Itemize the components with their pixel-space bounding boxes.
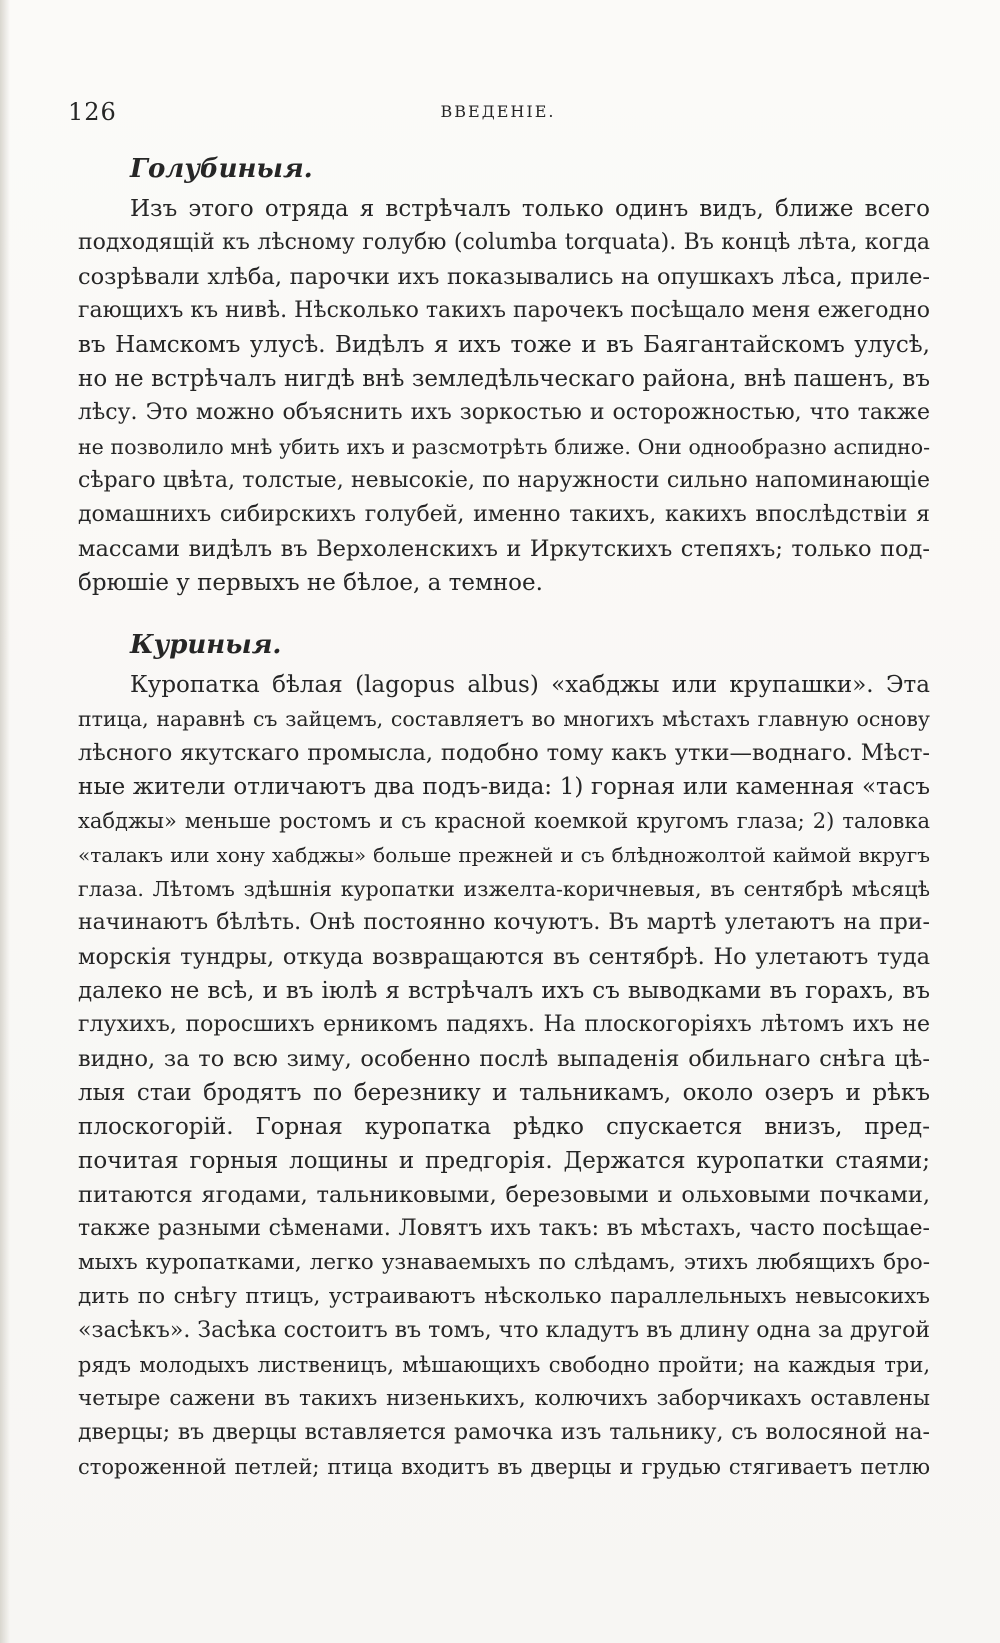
text-line: домашнихъ сибирскихъ голубей, именно такихъ, какихъ впослѣдствіи я bbox=[78, 502, 930, 527]
text-line: Куропатка бѣлая (lagopus albus) «хабджы или крупашки». Эта bbox=[130, 672, 930, 698]
text-line: глаза. Лѣтомъ здѣшнія куропатки изжелта-коричневыя, въ сентябрѣ мѣсяцѣ bbox=[78, 877, 930, 901]
text-line: созрѣвали хлѣба, парочки ихъ показывались на опушкахъ лѣса, приле- bbox=[78, 264, 930, 290]
text-line: лѣсного якутскаго промысла, подобно тому какъ утки—воднаго. Мѣст- bbox=[78, 740, 930, 766]
text-line: подходящій къ лѣсному голубю (columba torquata). Въ концѣ лѣта, когда bbox=[78, 230, 930, 255]
text-line: мыхъ куропатками, легко узнаваемыхъ по слѣдамъ, этихъ любящихъ бро- bbox=[78, 1250, 930, 1275]
text-line: «засѣкъ». Засѣка состоитъ въ томъ, что кладутъ въ длину одна за другой bbox=[78, 1318, 930, 1343]
text-line: птица, наравнѣ съ зайцемъ, составляетъ во многихъ мѣстахъ главную основу bbox=[78, 707, 930, 731]
text-line: «талакъ или хону хабджы» больше прежней и съ блѣдножолтой каймой вкругъ bbox=[78, 843, 930, 867]
text-line: хабджы» меньше ростомъ и съ красной коемкой кругомъ глаза; 2) таловка bbox=[78, 809, 930, 833]
page-number: 126 bbox=[68, 98, 117, 126]
text-line: лыя стаи бродятъ по березнику и тальникамъ, около озеръ и рѣкъ bbox=[78, 1080, 930, 1106]
text-line: морскія тундры, откуда возвращаются въ сентябрѣ. Но улетаютъ туда bbox=[78, 944, 930, 970]
page-header bbox=[68, 98, 928, 138]
section-heading-pigeons: Голубиныя. bbox=[130, 154, 313, 184]
text-line: также разными сѣменами. Ловятъ ихъ такъ: въ мѣстахъ, часто посѣщае- bbox=[78, 1216, 930, 1241]
text-line: далеко не всѣ, и въ іюлѣ я встрѣчалъ ихъ съ выводками въ горахъ, въ bbox=[78, 978, 930, 1004]
text-line: но не встрѣчалъ нигдѣ внѣ земледѣльческаго района, внѣ пашенъ, въ bbox=[78, 366, 930, 392]
text-line: сѣраго цвѣта, толстые, невысокіе, по наружности сильно напоминающіе bbox=[78, 468, 930, 493]
paragraph-pigeons bbox=[78, 192, 930, 600]
text-line: видно, за то всю зиму, особенно послѣ выпаденія обильнаго снѣга цѣ- bbox=[78, 1046, 930, 1072]
text-line: почитая горныя лощины и предгорія. Держатся куропатки стаями; bbox=[78, 1148, 930, 1174]
running-title: ВВЕДЕНІЕ. bbox=[440, 102, 556, 121]
text-line: массами видѣлъ въ Верхоленскихъ и Иркутскихъ степяхъ; только под- bbox=[78, 536, 930, 562]
text-line: лѣсу. Это можно объяснить ихъ зоркостью и осторожностью, что также bbox=[78, 400, 930, 425]
text-line: стороженной петлей; птица входитъ въ дверцы и грудью стягиваетъ петлю bbox=[78, 1455, 930, 1479]
text-line: дить по снѣгу птицъ, устраиваютъ нѣсколько параллельныхъ невысокихъ bbox=[78, 1284, 930, 1309]
text-line: плоскогорій. Горная куропатка рѣдко спускается внизъ, пред- bbox=[78, 1114, 930, 1140]
page-edge-shadow bbox=[0, 0, 10, 1643]
body-text bbox=[78, 154, 930, 1484]
text-line: четыре сажени въ такихъ низенькихъ, колючихъ заборчикахъ оставлены bbox=[78, 1386, 930, 1411]
text-line: глухихъ, поросшихъ ерникомъ падяхъ. На плоскогоріяхъ лѣтомъ ихъ не bbox=[78, 1012, 930, 1037]
text-line: рядъ молодыхъ лиственицъ, мѣшающихъ свободно пройти; на каждыя три, bbox=[78, 1353, 930, 1377]
text-line: питаются ягодами, тальниковыми, березовыми и ольховыми почками, bbox=[78, 1182, 930, 1208]
text-line: начинаютъ бѣлѣть. Онѣ постоянно кочуютъ. Въ мартѣ улетаютъ на при- bbox=[78, 910, 930, 935]
text-line: гающихъ къ нивѣ. Нѣсколько такихъ парочекъ посѣщало меня ежегодно bbox=[78, 298, 930, 323]
text-line: не позволило мнѣ убить ихъ и разсмотрѣть ближе. Они однообразно аспидно- bbox=[78, 435, 930, 459]
text-line: брюшіе у первыхъ не бѣлое, а темное. bbox=[78, 570, 543, 596]
text-line: въ Намскомъ улусѣ. Видѣлъ я ихъ тоже и въ Баягантайскомъ улусѣ, bbox=[78, 332, 930, 358]
text-line: Изъ этого отряда я встрѣчалъ только одинъ видъ, ближе всего bbox=[130, 196, 930, 222]
paragraph-ptarmigan bbox=[78, 668, 930, 1484]
text-line: ные жители отличаютъ два подъ-вида: 1) горная или каменная «тасъ bbox=[78, 774, 930, 800]
section-heading-gallinaceous: Куриныя. bbox=[130, 630, 282, 660]
text-line: дверцы; въ дверцы вставляется рамочка изъ тальнику, съ волосяной на- bbox=[78, 1420, 930, 1445]
